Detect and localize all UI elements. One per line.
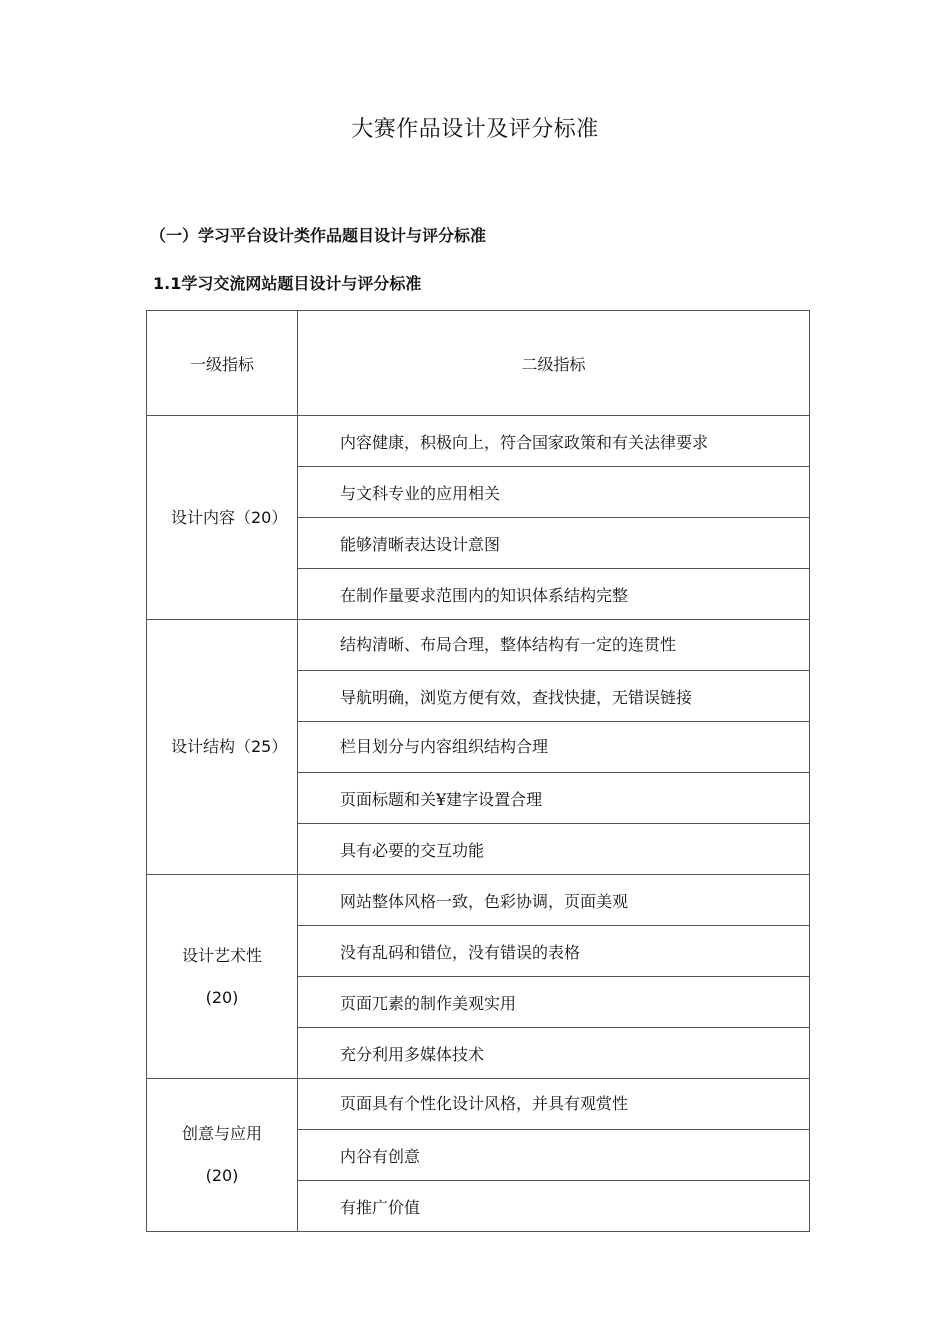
- criterion-cell: 网站整体风格一致，色彩协调，页面美观: [298, 875, 810, 926]
- category-label: 设计内容（20）: [171, 507, 288, 527]
- table-row: [147, 1079, 810, 1130]
- criteria-table: [146, 310, 810, 1232]
- criterion-cell: 与文科专业的应用相关: [298, 467, 810, 518]
- criterion-cell: 导航明确，浏览方便有效，查找快捷，无错误链接: [298, 671, 810, 722]
- criterion-cell: 内谷有创意: [298, 1130, 810, 1181]
- category-cell: [147, 875, 298, 1079]
- criterion-cell: 结构清晰、布局合理，整体结构有一定的连贯性: [298, 620, 810, 671]
- criterion-cell: 充分利用多媒体技术: [298, 1028, 810, 1079]
- criterion-cell: 内容健康，积极向上，符合国家政策和有关法律要求: [298, 416, 810, 467]
- criterion-cell: 没有乱码和错位，没有错误的表格: [298, 926, 810, 977]
- header-level-2: 二级指标: [298, 311, 810, 416]
- category-cell: [147, 1079, 298, 1232]
- table-row: [147, 416, 810, 467]
- category-label: 设计结构（25）: [171, 737, 288, 756]
- criterion-cell: 页面具有个性化设计风格，并具有观赏性: [298, 1079, 810, 1130]
- criterion-cell: 具有必要的交互功能: [298, 824, 810, 875]
- category-score: (20): [205, 1166, 239, 1185]
- criterion-cell: 页面兀素的制作美观实用: [298, 977, 810, 1028]
- category-label: 创意与应用: [181, 1124, 262, 1143]
- sub-heading: 1.1学习交流网站题目设计与评分标准: [153, 274, 422, 293]
- category-score: (20): [205, 987, 239, 1007]
- criterion-cell: 栏目划分与内容组织结构合理: [298, 722, 810, 773]
- table-row: [147, 875, 810, 926]
- criterion-cell: 有推广价值: [298, 1181, 810, 1232]
- document-title: 大赛作品设计及评分标准: [351, 117, 599, 142]
- criterion-cell: 能够清晰表达设计意图: [298, 518, 810, 569]
- criterion-cell: 在制作量要求范围内的知识体系结构完整: [298, 569, 810, 620]
- table-row: [147, 620, 810, 671]
- section-heading: （一）学习平台设计类作品题目设计与评分标准: [150, 226, 487, 245]
- category-cell: [147, 620, 298, 875]
- header-level-1: 一级指标: [147, 311, 298, 416]
- criterion-cell: 页面标题和关¥建字设置合理: [298, 773, 810, 824]
- category-label: 设计艺术性: [181, 945, 262, 965]
- category-cell: [147, 416, 298, 620]
- table-header-row: [147, 311, 810, 416]
